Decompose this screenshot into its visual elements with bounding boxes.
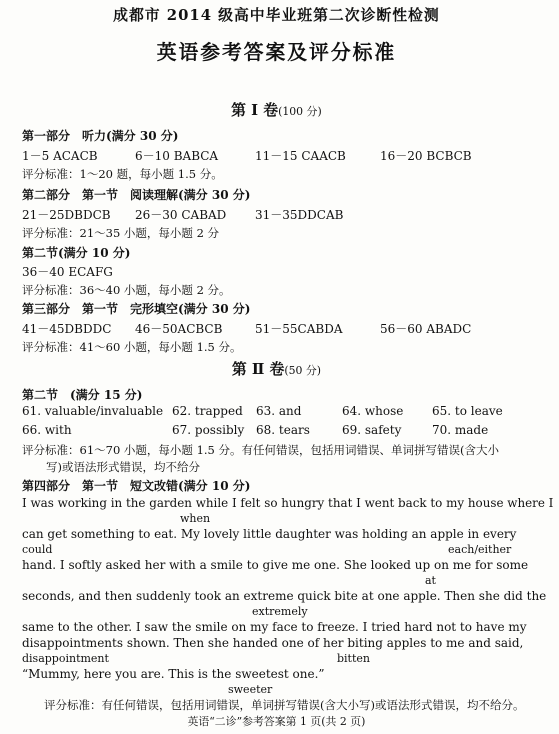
volume-2-label: 第 Ⅱ 卷 [231, 360, 285, 378]
passage-line: “Mummy, here you are. This is the sweetest one.” [22, 667, 325, 681]
passage-line: I was working in the garden while I felt so hungry that I went back to my house where I [22, 496, 554, 510]
volume-1-label: 第 Ⅰ 卷 [231, 101, 279, 119]
exam-title: 成都市 2014 级高中毕业班第二次诊断性检测 [113, 6, 440, 24]
answer-item: 62. trapped [172, 404, 243, 418]
part4-heading: 第四部分 第一节 短文改错(满分 10 分) [22, 479, 251, 493]
passage-line: disappointments shown. Then she handed one of her biting apples to me and said, [22, 636, 524, 650]
answer-group: 6－10 BABCA [135, 149, 219, 163]
correction: disappointment [22, 652, 109, 665]
volume-2-score: (50 分) [284, 364, 322, 377]
answer-item: 70. made [432, 423, 489, 437]
part2-heading: 第二部分 第一节 阅读理解(满分 30 分) [22, 188, 251, 202]
answer-group: 36－40 ECAFG [22, 265, 113, 279]
passage-line: same to the other. I saw the smile on my face to freeze. I tried hard not to have my [22, 620, 527, 634]
part3-standard: 评分标准：41～60 小题，每小题 1.5 分。 [22, 340, 242, 354]
answer-group: 46－50ACBCB [135, 322, 223, 336]
answer-item: 65. to leave [432, 404, 503, 418]
page-footer: 英语“二诊”参考答案第 1 页(共 2 页) [187, 715, 366, 728]
answer-item: 67. possibly [172, 423, 245, 437]
answer-item: 69. safety [342, 423, 402, 437]
correction: at [425, 574, 436, 587]
passage-line: can get something to eat. My lovely little daughter was holding an apple in every [22, 527, 517, 541]
volume-2-heading [0, 358, 553, 379]
part1-standard: 评分标准：1～20 题，每小题 1.5 分。 [22, 167, 223, 181]
correction: bitten [337, 652, 370, 665]
passage-line: seconds, and then suddenly took an extreme quick bite at one apple. Then she did the [22, 589, 547, 603]
part2-standard: 评分标准：21～35 小题，每小题 2 分 [22, 226, 220, 240]
volume-1-score: (100 分) [278, 105, 322, 118]
part3-sec2-standard-line2: 写)或语法形式错误，均不给分 [46, 460, 200, 474]
answer-group: 26－30 CABAD [135, 208, 227, 222]
answer-item: 61. valuable/invaluable [22, 404, 164, 418]
correction: extremely [252, 605, 308, 618]
correction: sweeter [228, 683, 273, 696]
part3-heading: 第三部分 第一节 完形填空(满分 30 分) [22, 302, 251, 316]
answer-group: 16－20 BCBCB [380, 149, 472, 163]
answer-group: 1－5 ACACB [22, 149, 98, 163]
answer-group: 31－35DDCAB [255, 208, 344, 222]
answer-group: 21－25DBDCB [22, 208, 111, 222]
answer-item: 68. tears [256, 423, 310, 437]
answer-group: 51－55CABDA [255, 322, 343, 336]
correction: each/either [448, 543, 512, 556]
answer-group: 11－15 CAACB [255, 149, 346, 163]
part1-heading: 第一部分 听力(满分 30 分) [22, 129, 179, 143]
part3-sec2-heading: 第二节 (满分 15 分) [22, 388, 143, 402]
passage-line: hand. I softly asked her with a smile to give me one. She looked up on me for some [22, 558, 529, 572]
part2-sec2-standard: 评分标准：36～40 小题，每小题 2 分。 [22, 283, 231, 297]
correction: could [22, 543, 53, 556]
volume-1-heading [0, 99, 553, 120]
answer-item: 66. with [22, 423, 72, 437]
part3-sec2-standard-line1: 评分标准：61～70 小题，每小题 1.5 分。有任何错误，包括用词错误、单词拼写错误(含大小 [22, 443, 500, 457]
answer-group: 41－45DBDDC [22, 322, 112, 336]
answer-item: 64. whose [342, 404, 404, 418]
part2-sec2-heading: 第二节(满分 10 分) [22, 246, 131, 260]
answer-item: 63. and [256, 404, 302, 418]
answer-group: 56－60 ABADC [380, 322, 472, 336]
document-title: 英语参考答案及评分标准 [156, 40, 397, 64]
part4-standard: 评分标准：有任何错误，包括用词错误，单词拼写错误(含大小写)或语法形式错误，均不给分。 [44, 698, 525, 712]
correction: when [180, 512, 211, 525]
